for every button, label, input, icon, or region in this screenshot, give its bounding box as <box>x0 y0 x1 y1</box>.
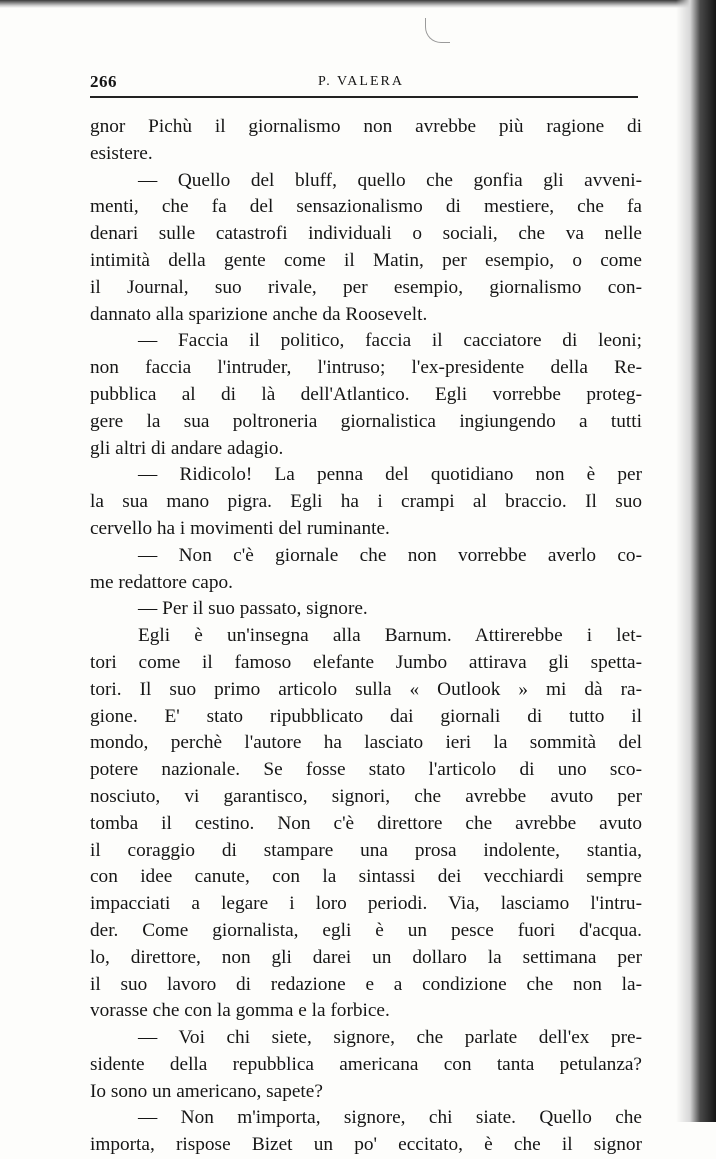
text-line: nosciuto, vi garantisco, signori, che avrebbe avuto per <box>90 785 642 807</box>
text-line: gere la sua poltroneria giornalistica ingiungendo a tutti <box>90 410 642 432</box>
page-binding-shadow <box>676 0 716 1122</box>
text-line: dannato alla sparizione anche da Roosevelt. <box>90 303 428 325</box>
text-line: sidente della repubblica americana con tanta petulanza? <box>90 1053 642 1075</box>
text-line: — Per il suo passato, signore. <box>138 598 368 620</box>
text-line: mondo, perchè l'autore ha lasciato ieri la sommità del <box>90 732 642 754</box>
text-line: esistere. <box>90 142 153 164</box>
header-rule <box>90 96 638 98</box>
text-line: menti, che fa del sensazionalismo di mestiere, che fa <box>90 196 642 218</box>
text-line: il suo lavoro di redazione e a condizione che non la- <box>90 973 642 995</box>
text-line: con idee canute, con la sintassi dei vecchiardi sempre <box>90 866 642 888</box>
text-line: pubblica al di là dell'Atlantico. Egli vorrebbe proteg- <box>90 383 642 405</box>
text-line: — Ridicolo! La penna del quotidiano non è per <box>138 464 642 486</box>
text-line: il Journal, suo rivale, per esempio, giornalismo con- <box>90 276 642 298</box>
text-line: potere nazionale. Se fosse stato l'articolo di uno sco- <box>90 759 642 781</box>
body-text <box>90 114 642 1159</box>
text-line: tori come il famoso elefante Jumbo attirava gli spetta- <box>90 651 642 673</box>
text-line: tori. Il suo primo articolo sulla « Outlook » mi dà ra- <box>90 678 642 700</box>
text-line: gli altri di andare adagio. <box>90 437 284 459</box>
text-line: non faccia l'intruder, l'intruso; l'ex-presidente della Re- <box>90 357 642 379</box>
text-line: denari sulle catastrofi individuali o sociali, che va nelle <box>90 223 642 245</box>
text-line: lo, direttore, non gli darei un dollaro la settimana per <box>90 946 642 968</box>
text-line: — Faccia il politico, faccia il cacciatore di leoni; <box>138 330 642 352</box>
text-line: Io sono un americano, sapete? <box>90 1080 323 1102</box>
text-line: impacciati a legare i loro periodi. Via, lasciamo l'intru- <box>90 893 642 915</box>
text-line: il coraggio di stampare una prosa indolente, stantia, <box>90 839 642 861</box>
text-line: — Non c'è giornale che non vorrebbe averlo co- <box>138 544 642 566</box>
page-number: 266 <box>90 72 117 91</box>
text-line: — Non m'importa, signore, chi siate. Quello che <box>138 1107 642 1129</box>
text-line: der. Come giornalista, egli è un pesce fuori d'acqua. <box>90 919 642 941</box>
text-line: gione. E' stato ripubblicato dai giornali di tutto il <box>90 705 642 727</box>
text-line: vorasse che con la gomma e la forbice. <box>90 1000 390 1022</box>
page-top-shadow <box>0 0 716 8</box>
text-line: gnor Pichù il giornalismo non avrebbe più ragione di <box>90 116 642 137</box>
text-line: me redattore capo. <box>90 571 233 593</box>
pencil-mark <box>425 18 450 43</box>
text-line: — Quello del bluff, quello che gonfia gli avveni- <box>138 169 642 191</box>
text-line: la sua mano pigra. Egli ha i crampi al braccio. Il suo <box>90 491 642 513</box>
text-line: tomba il cestino. Non c'è direttore che avrebbe avuto <box>90 812 642 834</box>
text-line: importa, rispose Bizet un po' eccitato, è che il signor <box>90 1134 642 1156</box>
text-line: cervello ha i movimenti del ruminante. <box>90 517 390 539</box>
text-line: Egli è un'insegna alla Barnum. Attirerebbe i let- <box>138 625 642 647</box>
running-head: P. VALERA <box>318 74 404 89</box>
page-header <box>90 72 638 94</box>
text-line: intimità della gente come il Matin, per esempio, o come <box>90 249 642 271</box>
text-line: — Voi chi siete, signore, che parlate dell'ex pre- <box>138 1027 642 1049</box>
